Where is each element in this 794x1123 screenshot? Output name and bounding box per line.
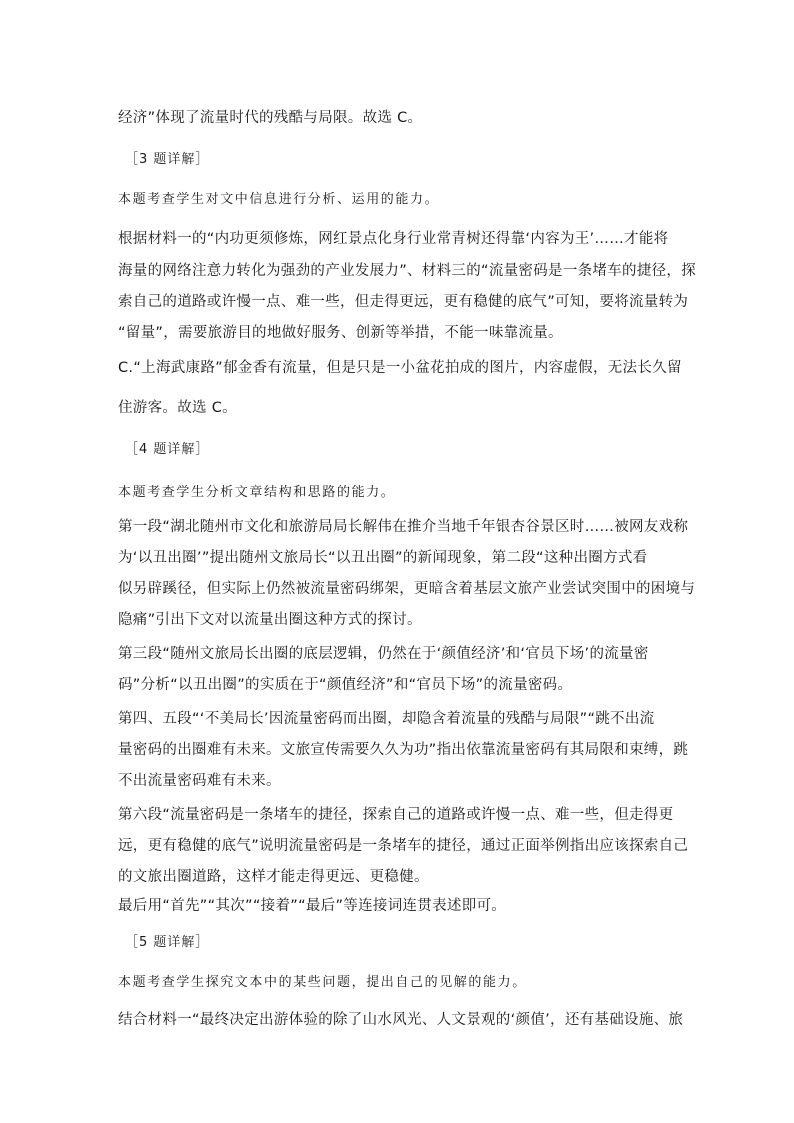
text-line: 第一段“湖北随州市文化和旅游局局长解伟在推介当地千年银杏谷景区时……被网友戏称 xyxy=(118,519,689,535)
text-line: 量密码的出圈难有未来。文旅宣传需要久久为功”指出依靠流量密码有其局限和束缚，跳 xyxy=(118,742,689,758)
text-line: 第六段“流量密码是一条堵车的捷径，探索自己的道路或许慢一点、难一些，但走得更 xyxy=(118,807,674,823)
text-line: 本题考查学生探究文本中的某些问题，提出自己的见解的能力。 xyxy=(118,975,527,990)
text-line: 最后用“首先”“其次”“接着”“最后”等连接词连贯表述即可。 xyxy=(118,898,507,914)
text-line: 海量的网络注意力转化为强劲的产业发展力”、材料三的“流量密码是一条堵车的捷径，探 xyxy=(118,263,697,279)
text-line: 住游客。故选 C。 xyxy=(118,400,237,416)
text-line: 索自己的道路或许慢一点、难一些，但走得更远，更有稳健的底气”可知，要将流量转为 xyxy=(118,294,689,310)
text-line: 第四、五段“‘不美局长’因流量密码而出圈，却隐含着流量的残酷与局限”“跳不出流 xyxy=(118,711,655,727)
text-line: 隐痛”引出下文对以流量出圈这种方式的探讨。 xyxy=(118,612,422,628)
text-line: 为‘以丑出圈’”提出随州文旅局长“以丑出圈”的新闻现象，第二段“这种出圈方式看 xyxy=(118,550,648,566)
text-line: 经济”体现了流量时代的残酷与局限。故选 C。 xyxy=(118,110,423,126)
text-line: 远，更有稳健的底气”说明流量密码是一条堵车的捷径，通过正面举例指出应该探索自己 xyxy=(118,838,689,854)
section-heading-q5: ［5 题详解］ xyxy=(125,935,210,950)
text-line: 的文旅出圈道路，这样才能走得更远、更稳健。 xyxy=(118,869,429,885)
text-line: 根据材料一的“内功更须修炼，网红景点化身行业常青树还得靠‘内容为王’……才能将 xyxy=(118,231,669,247)
text-line: “留量”，需要旅游目的地做好服务、创新等举措，不能一味靠流量。 xyxy=(118,325,563,341)
text-line: 本题考查学生对文中信息进行分析、运用的能力。 xyxy=(118,192,440,207)
section-heading-q4: ［4 题详解］ xyxy=(125,442,210,457)
text-line: 似另辟蹊径，但实际上仍然被流量密码绑架，更暗含着基层文旅产业尝试突围中的困境与 xyxy=(118,581,696,597)
text-line: 结合材料一“最终决定出游体验的除了山水风光、人文景观的‘颜值’，还有基础设施、旅 xyxy=(118,1012,684,1028)
section-heading-q3: ［3 题详解］ xyxy=(125,152,210,167)
text-line: 本题考查学生分析文章结构和思路的能力。 xyxy=(118,485,396,500)
text-line: 码”分析“以丑出圈”的实质在于“颜值经济”和“官员下场”的流量密码。 xyxy=(118,677,573,693)
text-line: C.“上海武康路”郁金香有流量，但是只是一小盆花拍成的图片，内容虚假，无法长久留 xyxy=(118,360,682,376)
text-line: 不出流量密码难有未来。 xyxy=(118,773,281,789)
text-line: 第三段“随州文旅局长出圈的底层逻辑，仍然在于‘颜值经济’和‘官员下场’的流量密 xyxy=(118,646,649,662)
